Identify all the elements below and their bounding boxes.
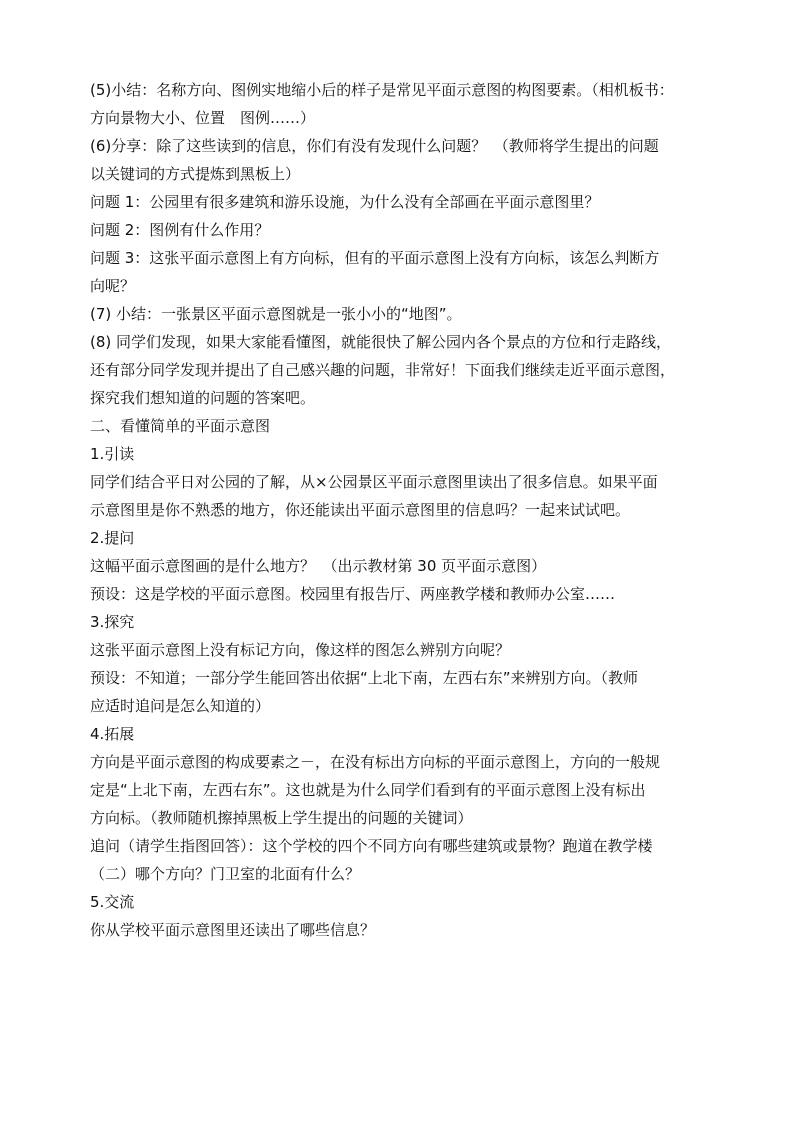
text-line: 预设：这是学校的平面示意图。校园里有报告厅、两座教学楼和教师办公室…… xyxy=(90,585,616,603)
text-line: (5)小结：名称方向、图例实地缩小后的样子是常见平面示意图的构图要素。（相机板书： xyxy=(90,81,674,99)
text-line: 问题 2：图例有什么作用？ xyxy=(90,221,270,239)
text-line: 探究我们想知道的问题的答案吧。 xyxy=(90,389,316,407)
subsection-heading: 2.提问 xyxy=(90,529,135,547)
text-line: 追问（请学生指图回答）：这个学校的四个不同方向有哪些建筑或景物？跑道在教学楼 xyxy=(90,837,653,855)
subsection-heading: 1.引读 xyxy=(90,445,135,463)
text-line: 以关键词的方式提炼到黑板上） xyxy=(90,165,301,183)
text-line: 同学们结合平日对公园的了解，从×公园景区平面示意图里读出了很多信息。如果平面 xyxy=(90,473,658,491)
text-line: （二）哪个方向？门卫室的北面有什么？ xyxy=(90,865,361,883)
text-line: (7) 小结：一张景区平面示意图就是一张小小的“地图”。 xyxy=(90,305,462,323)
text-line: 你从学校平面示意图里还读出了哪些信息？ xyxy=(90,921,376,939)
text-line: (8) 同学们发现，如果大家能看懂图，就能很快了解公园内各个景点的方位和行走路线， xyxy=(90,333,672,351)
text-line: 定是“上北下南，左西右东”。这也就是为什么同学们看到有的平面示意图上没有标出 xyxy=(90,781,646,799)
text-line: 问题 3：这张平面示意图上有方向标，但有的平面示意图上没有方向标，该怎么判断方 xyxy=(90,249,660,267)
text-line: 这张平面示意图上没有标记方向，像这样的图怎么辨别方向呢？ xyxy=(90,641,511,659)
text-line: 方向标。（教师随机擦掉黑板上学生提出的问题的关键词） xyxy=(90,809,473,827)
text-line: 这幅平面示意图画的是什么地方？ （出示教材第 30 页平面示意图） xyxy=(90,557,547,575)
text-line: 方向是平面示意图的构成要素之－，在没有标出方向标的平面示意图上，方向的一般规 xyxy=(90,753,661,771)
text-line: 方向景物大小、位置 图例……） xyxy=(90,109,316,127)
text-line: 预设：不知道；一部分学生能回答出依据“上北下南，左西右东”来辨别方向。（教师 xyxy=(90,669,639,687)
subsection-heading: 5.交流 xyxy=(90,893,135,911)
text-line: 示意图里是你不熟悉的地方，你还能读出平面示意图里的信息吗？一起来试试吧。 xyxy=(90,501,631,519)
subsection-heading: 3.探究 xyxy=(90,613,135,631)
section-heading: 二、看懂简单的平面示意图 xyxy=(90,417,271,435)
text-line: (6)分享：除了这些读到的信息，你们有没有发现什么问题？ （教师将学生提出的问题 xyxy=(90,137,659,155)
subsection-heading: 4.拓展 xyxy=(90,725,135,743)
text-line: 问题 1：公园里有很多建筑和游乐设施，为什么没有全部画在平面示意图里？ xyxy=(90,193,600,211)
text-line: 向呢？ xyxy=(90,277,136,295)
document-body xyxy=(90,76,710,944)
text-line: 还有部分同学发现并提出了自己感兴趣的问题，非常好！下面我们继续走近平面示意图， xyxy=(90,361,676,379)
text-line: 应适时追问是怎么知道的） xyxy=(90,697,271,715)
